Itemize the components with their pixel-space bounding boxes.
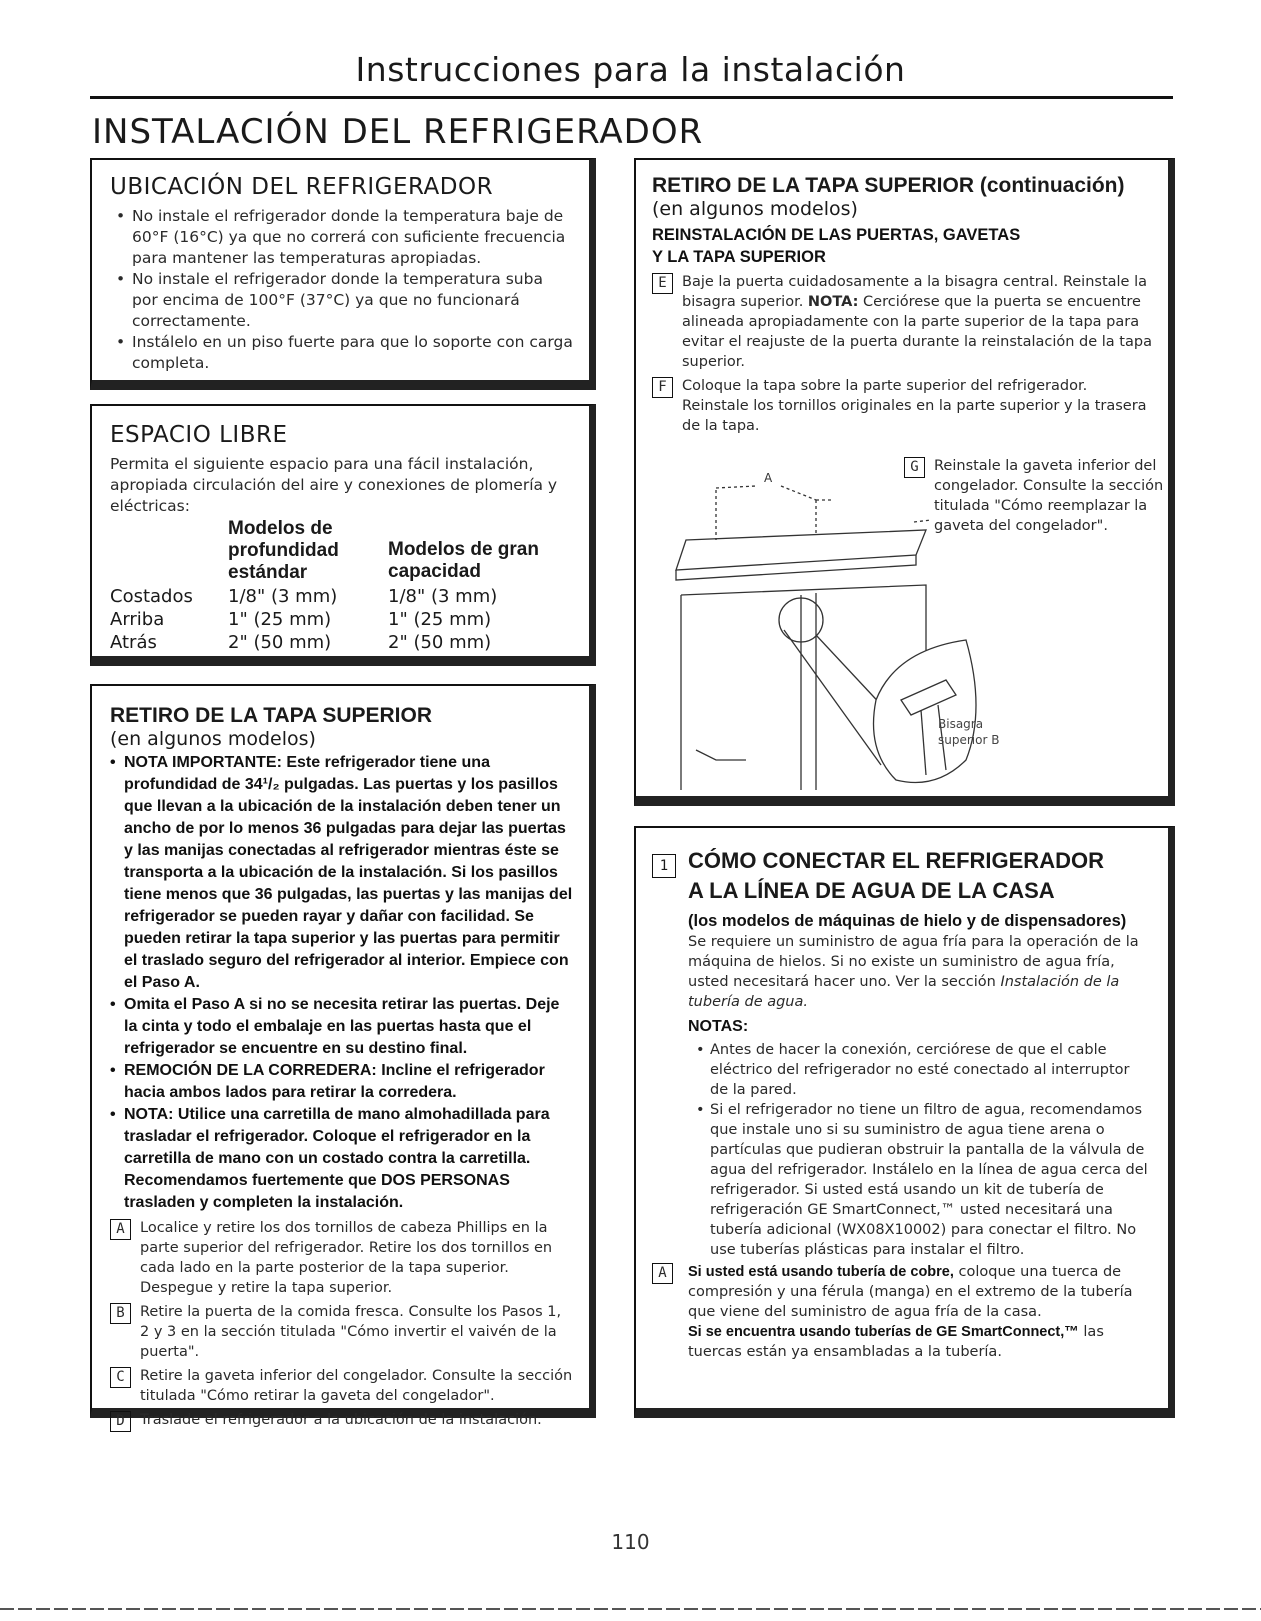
list-item: • REMOCIÓN DE LA CORREDERA: Incline el refrigerador hacia ambos lados para retirar la corredera. [110, 1060, 573, 1104]
step-key: F [652, 377, 673, 398]
step-text: Retire la gaveta inferior del congelador. Consulte la sección titulada "Cómo retirar la gaveta del congelador". [140, 1368, 573, 1404]
list-item: • No instale el refrigerador donde la temperatura suba por encima de 100°F (37°C) ya que no funcionará correctamente. [110, 269, 573, 332]
como-conectar-box [634, 826, 1175, 1418]
step-text: Localice y retire los dos tornillos de cabeza Phillips en la parte superior del refrigerador. Retire los dos tornillos en cada lado en la parte posterior de la tapa superior. Despegue y retire la tapa superior. [140, 1220, 553, 1296]
step-text: Coloque la tapa sobre la parte superior del refrigerador. Reinstale los tornillos originales en la parte superior y la trasera de la tapa. [682, 378, 1147, 434]
row-large: 2" (50 mm) [388, 632, 492, 653]
step-text: Baje la puerta cuidadosamente a la bisagra central. Reinstale la bisagra superior. [682, 274, 1147, 310]
notas-list [688, 1040, 1152, 1260]
diagram-label-hinge: Bisagra superior B [938, 717, 1000, 747]
refrigerator-top-diagram [656, 460, 986, 800]
header-rule [90, 96, 1173, 99]
table-row [110, 585, 539, 608]
ubicacion-list [110, 206, 573, 374]
page-header-title: Instrucciones para la instalación [355, 50, 906, 89]
row-large: 1/8" (3 mm) [388, 586, 498, 607]
step-d [110, 1410, 573, 1430]
notas-title: NOTAS: [688, 1018, 749, 1035]
list-item: • Antes de hacer la conexión, cerciórese de que el cable eléctrico del refrigerador no esté conectado al interruptor de la pared. [696, 1040, 1152, 1100]
col2-header-line: capacidad [388, 561, 481, 582]
step-c [110, 1366, 573, 1406]
step-key: G [904, 457, 925, 478]
step-text: Retire la puerta de la comida fresca. Consulte los Pasos 1, 2 y 3 en la sección titulada "Cómo invertir el vaivén de la puerta". [140, 1304, 562, 1360]
retiro-subtitle: (en algunos modelos) [110, 728, 316, 750]
step-a [110, 1218, 573, 1298]
col2-header-line: Modelos de gran [388, 539, 539, 560]
clearance-table [110, 517, 539, 654]
step-key: 1 [652, 854, 676, 878]
step-note-label: NOTA: [807, 294, 859, 310]
table-row [110, 631, 539, 654]
step-key: E [652, 273, 673, 294]
step-b [110, 1302, 573, 1362]
retiro-cont-title: RETIRO DE LA TAPA SUPERIOR (continuación) [652, 174, 1125, 197]
row-std: 1" (25 mm) [228, 609, 332, 630]
row-label: Atrás [110, 632, 157, 653]
step-a-bold: Si usted está usando tubería de cobre, [688, 1264, 954, 1280]
row-label: Arriba [110, 609, 165, 630]
retiro-cont-box [634, 158, 1175, 806]
step-f [652, 376, 1152, 436]
row-large: 1" (25 mm) [388, 609, 492, 630]
list-item: • Instálelo en un piso fuerte para que lo soporte con carga completa. [110, 332, 573, 374]
ubicacion-title: UBICACIÓN DEL REFRIGERADOR [110, 174, 494, 200]
retiro-box [90, 684, 596, 1429]
como-intro [688, 932, 1152, 1012]
step-a-bold2: Si se encuentra usando tuberías de GE SmartConnect,™ [688, 1324, 1079, 1340]
step-key: C [110, 1367, 131, 1388]
row-std: 1/8" (3 mm) [228, 586, 338, 607]
diagram-label-a: A [764, 471, 773, 485]
como-title-line2: A LA LÍNEA DE AGUA DE LA CASA [688, 878, 1055, 903]
espacio-intro: Permita el siguiente espacio para una fácil instalación, apropiada circulación del aire y conexiones de plomería y eléctricas: [110, 455, 558, 515]
col1-header-line: estándar [228, 562, 308, 583]
retiro-steps [110, 1218, 573, 1430]
list-item: • NOTA IMPORTANTE: Este refrigerador tiene una profundidad de 34¹/₂ pulgadas. Las puertas y los pasillos que llevan a la ubicación de la instalación deben tener un ancho de por lo menos 36 pulgadas para dejar las puertas y las manijas conectadas al refrigerador mientras éste se transporta a la ubicación de la instalación. Si los pasillos tiene menos que 36 pulgadas, las puertas y las manijas del refrigerador se pueden rayar y dañar con facilidad. Se pueden retirar la tapa superior y las puertas para permitir el traslado seguro del refrigerador al interior. Empiece con el Paso A. [110, 752, 573, 994]
reinstall-heading: REINSTALACIÓN DE LAS PUERTAS, GAVETAS Y LA TAPA SUPERIOR [652, 226, 1021, 266]
retiro-cont-subtitle: (en algunos modelos) [652, 198, 858, 220]
col1-header-line: profundidad [228, 540, 339, 561]
como-subtitle: (los modelos de máquinas de hielo y de dispensadores) [688, 912, 1127, 930]
step-key: B [110, 1303, 131, 1324]
intro-link-text: Instalación de la tubería de agua. [688, 974, 1120, 1010]
step-text: Reinstale la gaveta inferior del congelador. Consulte la sección titulada "Cómo reemplazar la gaveta del congelador". [934, 458, 1164, 534]
step-a-text2: las tuercas están ya ensambladas a la tubería. [688, 1324, 1104, 1360]
list-item: • NOTA: Utilice una carretilla de mano almohadillada para trasladar el refrigerador. Coloque el refrigerador en la carretilla de mano con un costado contra la carretilla. Recomendamos fuertemente que DOS PERSONAS trasladen y completen la instalación. [110, 1104, 573, 1214]
page-number: 110 [611, 1530, 650, 1554]
step-text: Cerciórese que la puerta se encuentre alineada apropiadamente con la parte superior de la tapa para evitar el reajuste de la puerta durante la reinstalación de la tapa superior. [682, 294, 1152, 370]
list-item: • No instale el refrigerador donde la temperatura baje de 60°F (16°C) ya que no correrá con suficiente frecuencia para mantener las temperaturas apropiadas. [110, 206, 573, 269]
col1-header-line: Modelos de [228, 518, 333, 539]
step-key: D [110, 1411, 131, 1432]
row-std: 2" (50 mm) [228, 632, 332, 653]
step-a-text: coloque una tuerca de compresión y una férula (manga) en el extremo de la tubería que viene del suministro de agua fría de la casa. [688, 1264, 1133, 1320]
list-item: • Omita el Paso A si no se necesita retirar las puertas. Deje la cinta y todo el embalaje en las puertas hasta que el refrigerador se encuentre en su destino final. [110, 994, 573, 1060]
step-text: Traslade el refrigerador a la ubicación de la instalación. [140, 1412, 542, 1428]
row-label: Costados [110, 586, 193, 607]
step-key: A [110, 1219, 131, 1240]
como-title-line1: CÓMO CONECTAR EL REFRIGERADOR [688, 848, 1104, 873]
espacio-box [90, 404, 596, 666]
retiro-title: RETIRO DE LA TAPA SUPERIOR [110, 704, 433, 727]
table-row [110, 608, 539, 631]
espacio-title: ESPACIO LIBRE [110, 422, 288, 448]
list-item: • Si el refrigerador no tiene un filtro de agua, recomendamos que instale uno si su suministro de agua tiene arena o partículas que pudieran obstruir la pantalla de la válvula de agua del refrigerador. Instálelo en la línea de agua cerca del refrigerador. Si usted está usando un kit de tubería de refrigeración GE SmartConnect,™ usted necesitará una tubería adicional (WX08X10002) para conectar el filtro. No use tuberías plásticas para instalar el filtro. [696, 1100, 1152, 1260]
step-key: A [652, 1263, 673, 1284]
footer-rule [0, 1608, 1261, 1610]
ubicacion-box [90, 158, 596, 390]
step-e [652, 272, 1152, 372]
main-title: INSTALACIÓN DEL REFRIGERADOR [92, 112, 704, 152]
retiro-notes [110, 752, 573, 1214]
intro-text: Se requiere un suministro de agua fría para la operación de la máquina de hielos. Si no existe un suministro de agua fría, usted necesitará hacer uno. Ver la sección [688, 934, 1139, 990]
step-a-copper [652, 1262, 1152, 1362]
